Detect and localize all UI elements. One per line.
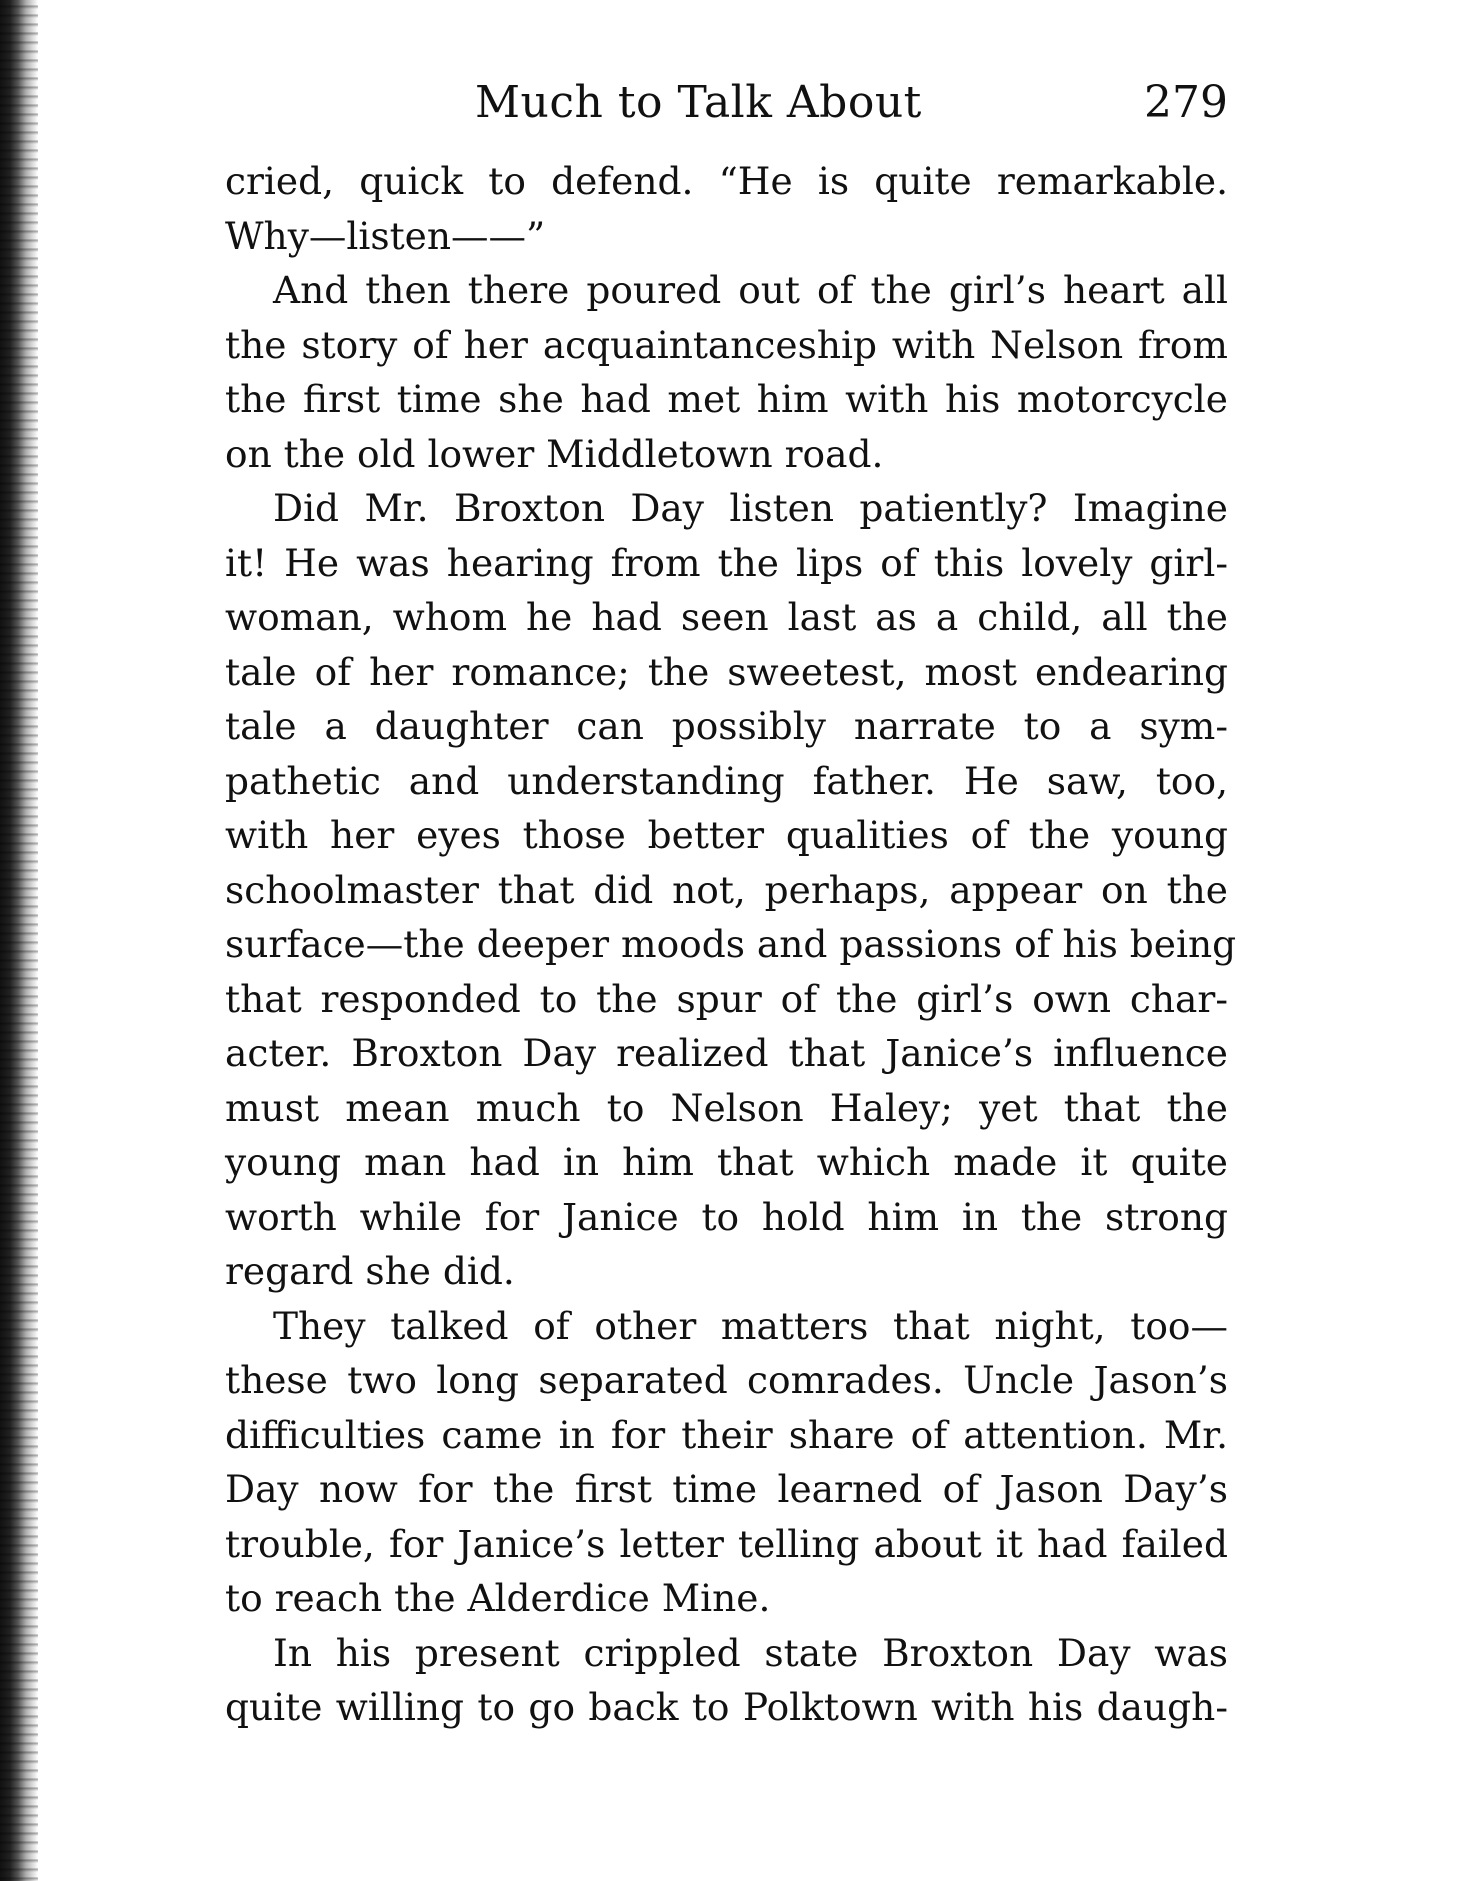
paragraph — [225, 1626, 1228, 1735]
text-line: trouble, for Janice’s letter telling about it had failed — [225, 1521, 1228, 1566]
paragraph — [225, 1299, 1228, 1626]
text-line: regard she did. — [225, 1249, 515, 1293]
text-line: the story of her acquaintanceship with Nelson from — [225, 322, 1228, 367]
text-line: Why—listen——” — [225, 213, 546, 258]
text-line: it! He was hearing from the lips of this lovely girl- — [225, 540, 1228, 585]
text-line: with her eyes those better qualities of the young — [225, 813, 1228, 857]
running-title: Much to Talk About — [475, 77, 922, 128]
text-line: tale a daughter can possibly narrate to a sym- — [225, 704, 1228, 748]
text-line: these two long separated comrades. Uncle Jason’s — [225, 1358, 1228, 1402]
text-line: the first time she had met him with his motorcycle — [225, 377, 1228, 421]
text-line: Day now for the first time learned of Jason Day’s — [225, 1467, 1228, 1511]
text-line: quite willing to go back to Polktown with his daugh- — [225, 1685, 1228, 1729]
text-line: In his present crippled state Broxton Day was — [273, 1630, 1228, 1675]
paragraph — [225, 263, 1228, 481]
paragraph — [225, 481, 1237, 1299]
text-line: pathetic and understanding father. He saw, too, — [225, 758, 1228, 803]
text-line: to reach the Alderdice Mine. — [225, 1576, 771, 1620]
text-line: And then there poured out of the girl’s heart all — [273, 268, 1228, 312]
text-line: schoolmaster that did not, perhaps, appear on the — [225, 867, 1228, 912]
text-line: young man had in him that which made it quite — [225, 1140, 1228, 1184]
text-line: that responded to the spur of the girl’s own char- — [225, 976, 1228, 1021]
book-binding-shadow — [0, 0, 38, 1881]
text-line: They talked of other matters that night, too— — [273, 1303, 1228, 1348]
text-line: on the old lower Middletown road. — [225, 431, 884, 476]
text-line: cried, quick to defend. “He is quite remarkable. — [225, 159, 1228, 203]
text-line: acter. Broxton Day realized that Janice’s influence — [225, 1031, 1228, 1075]
text-line: must mean much to Nelson Haley; yet that the — [225, 1085, 1228, 1130]
book-page — [225, 68, 1237, 1735]
paragraph — [225, 154, 1228, 263]
running-head — [225, 68, 1228, 138]
text-line: worth while for Janice to hold him in the strong — [225, 1194, 1228, 1239]
text-line: difficulties came in for their share of attention. Mr. — [225, 1412, 1228, 1457]
text-line: tale of her romance; the sweetest, most endearing — [225, 649, 1228, 694]
page-number: 279 — [1144, 77, 1228, 128]
body-text — [225, 154, 1237, 1735]
text-line: woman, whom he had seen last as a child, all the — [225, 595, 1228, 639]
text-line: surface—the deeper moods and passions of his being — [225, 922, 1237, 966]
text-line: Did Mr. Broxton Day listen patiently? Imagine — [273, 486, 1228, 530]
